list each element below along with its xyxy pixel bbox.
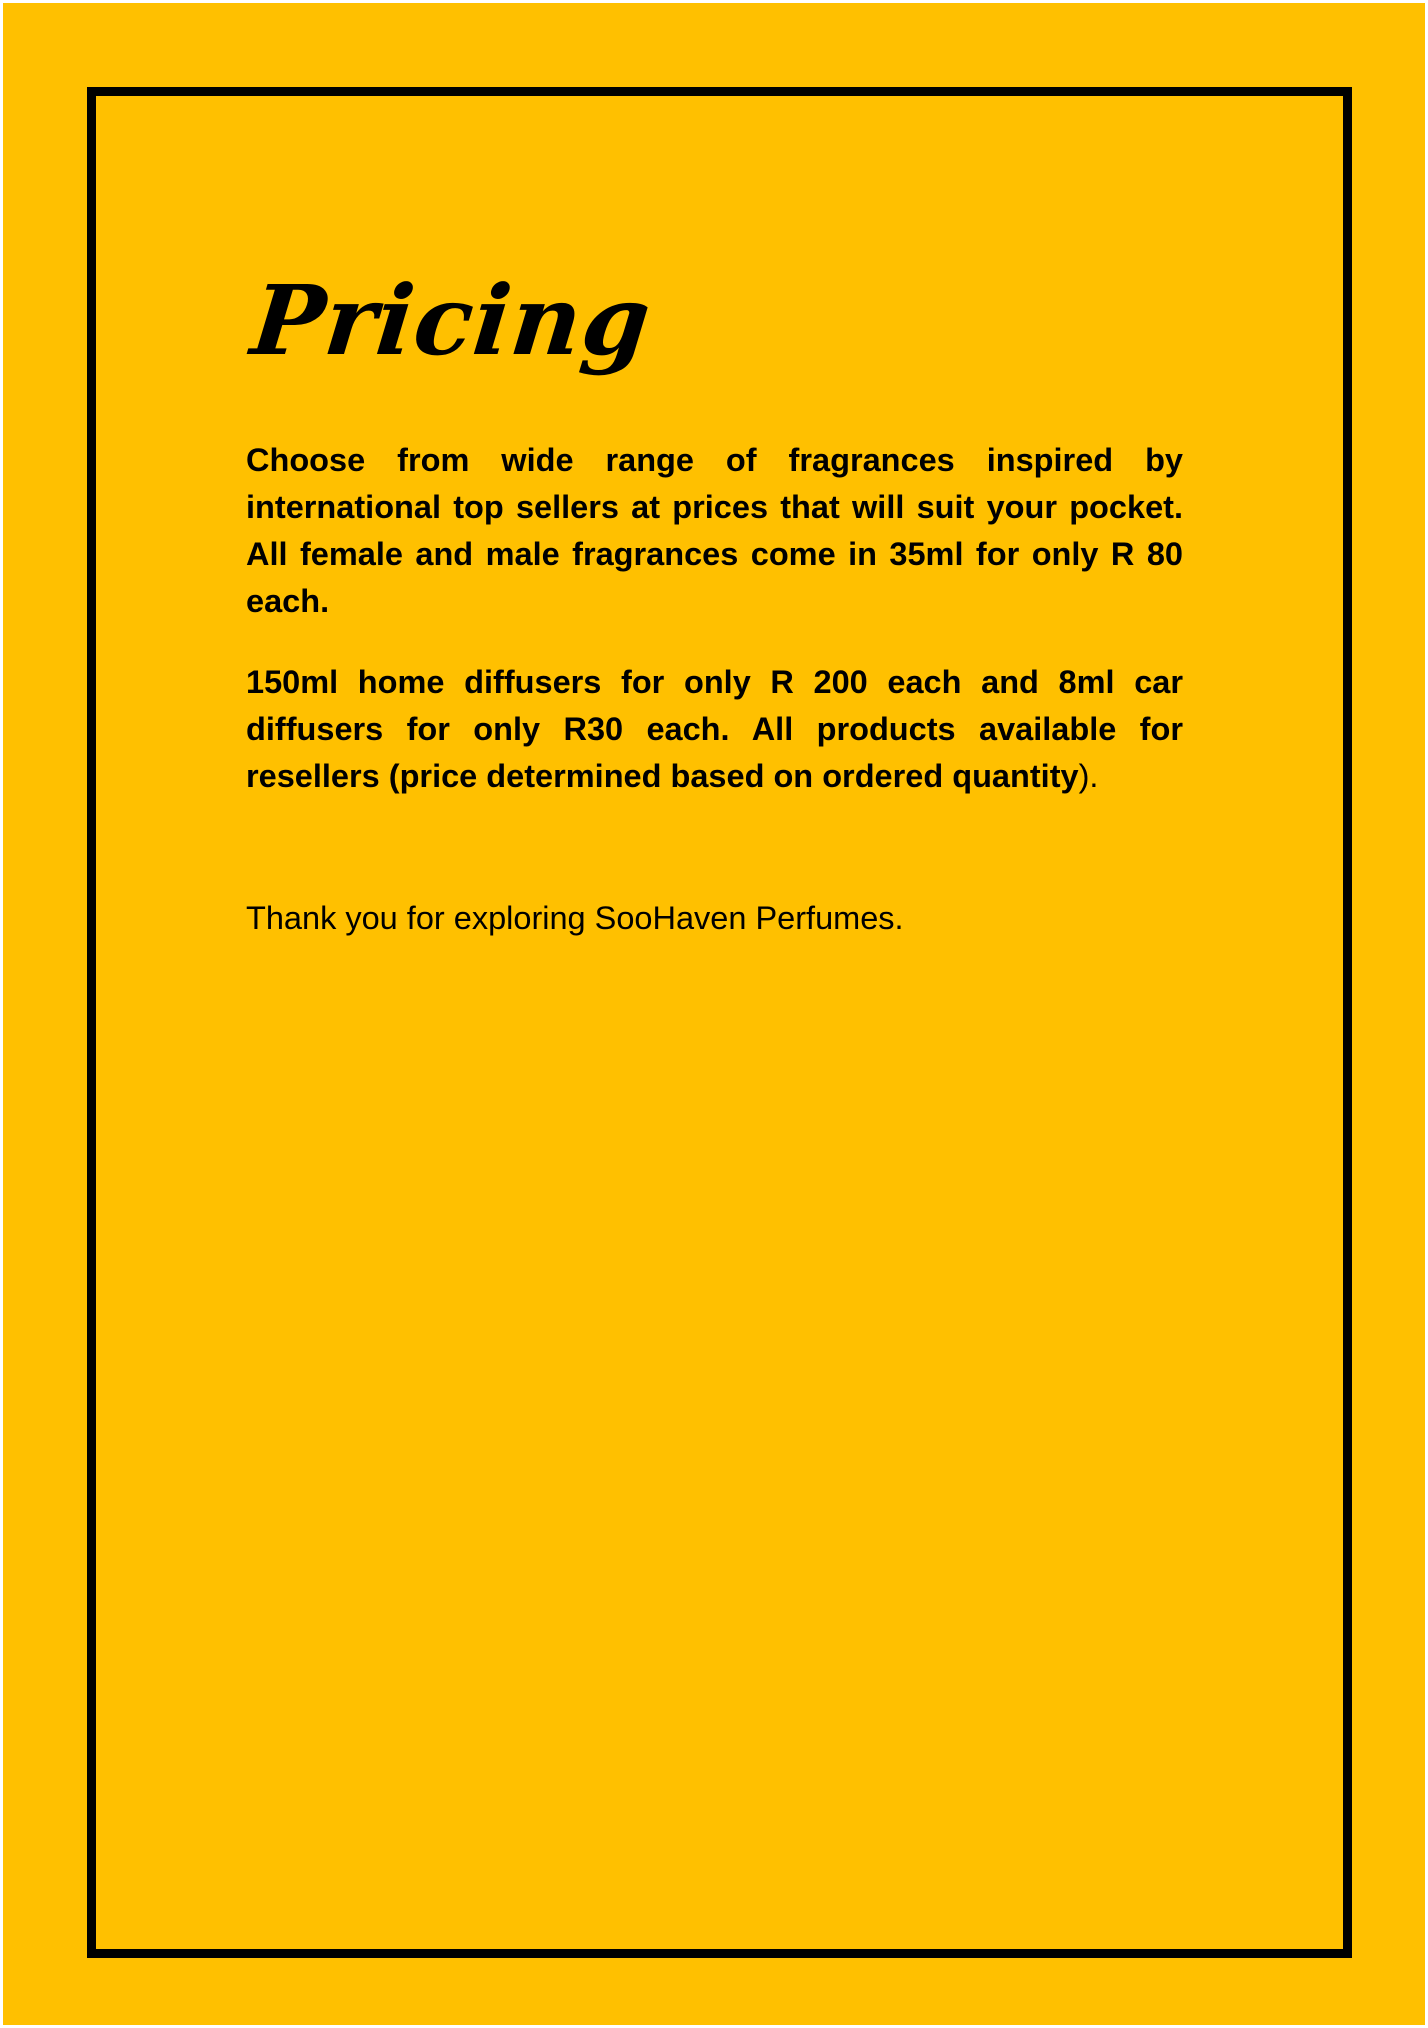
document-page [3,3,1425,2025]
closing-note: Thank you for exploring SooHaven Perfumes. [246,900,904,936]
page-title: Pricing [246,264,657,377]
diffusers-closing-punctuation: ). [1078,758,1099,794]
pricing-paragraph-diffusers [246,659,1183,800]
diffusers-bold-text: 150ml home diffusers for only R 200 each and 8ml car diffusers for only R30 each. All products available for resellers (price determined based on ordered quantity [246,664,1183,794]
pricing-paragraph-fragrances: Choose from wide range of fragrances inspired by international top sellers at prices that will suit your pocket. All female and male fragrances come in 35ml for only R 80 each. [246,442,1183,619]
page-content [246,261,1183,942]
